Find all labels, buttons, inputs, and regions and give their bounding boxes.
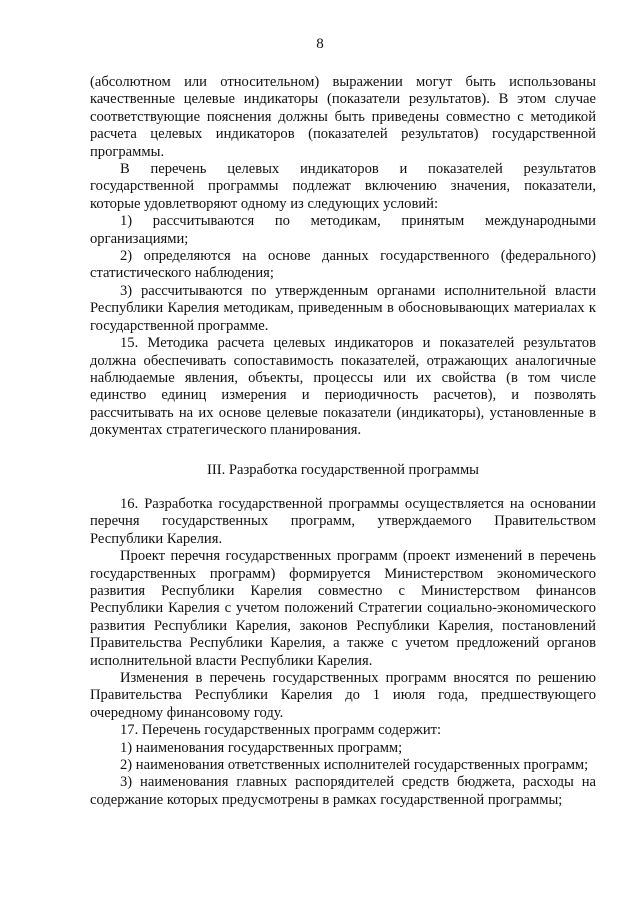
list-item: 3) наименования главных распорядителей средств бюджета, расходы на содержание которых предусмотрены в рамках государственной программы; <box>90 774 596 808</box>
list-item: 3) рассчитываются по утвержденным органами исполнительной власти Республики Карелия методикам, приведенным в обосновывающих материалах к государственной программе. <box>90 282 596 334</box>
list-item: 1) наименования государственных программ; <box>120 739 403 756</box>
section-heading: III. Разработка государственной программы <box>206 461 479 478</box>
paragraph-continuation: (абсолютном или относительном) выражении могут быть использованы качественные целевые индикаторы (показатели результатов). В этом случае соответствующие пояснения должны быть приведены совместно с методикой расчета целевых индикаторов (показателей результатов) государственной программы. <box>90 74 596 160</box>
paragraph: Проект перечня государственных программ (проект изменений в перечень государственных программ) формируется Министерством экономического развития Республики Карелия совместно с Министерством финансов Республики Карелия с учетом положений Стратегии социально-экономического развития Республики Карелия, законов Республики Карелия, постановлений Правительства Республики Карелия, а также с учетом предложений органов исполнительной власти Республики Карелия. <box>90 548 596 669</box>
paragraph: 17. Перечень государственных программ содержит: <box>120 722 442 739</box>
paragraph: 16. Разработка государственной программы осуществляется на основании перечня государственных программ, утверждаемого Правительством Республики Карелия. <box>90 495 596 547</box>
list-item: 1) рассчитываются по методикам, принятым международными организациями; <box>90 213 596 247</box>
page-number: 8 <box>316 36 324 52</box>
paragraph: В перечень целевых индикаторов и показателей результатов государственной программы подлежат включению значения, показатели, которые удовлетворяют одному из следующих условий: <box>90 161 596 212</box>
list-item: 2) определяются на основе данных государственного (федерального) статистического наблюдения; <box>90 248 596 282</box>
list-item: 2) наименования ответственных исполнителей государственных программ; <box>120 757 589 774</box>
document-body <box>90 74 596 809</box>
paragraph: 15. Методика расчета целевых индикаторов и показателей результатов должна обеспечивать сопоставимость показателей, отражающих аналогичные наблюдаемые явления, объекты, процессы или их свойства (в том числе единство единиц измерения и периодичность расчетов), и позволять рассчитывать на их основе целевые показатели (индикаторы), установленные в документах стратегического планирования. <box>90 335 596 439</box>
paragraph: Изменения в перечень государственных программ вносятся по решению Правительства Республики Карелия до 1 июля года, предшествующего очередному финансовому году. <box>90 670 596 721</box>
